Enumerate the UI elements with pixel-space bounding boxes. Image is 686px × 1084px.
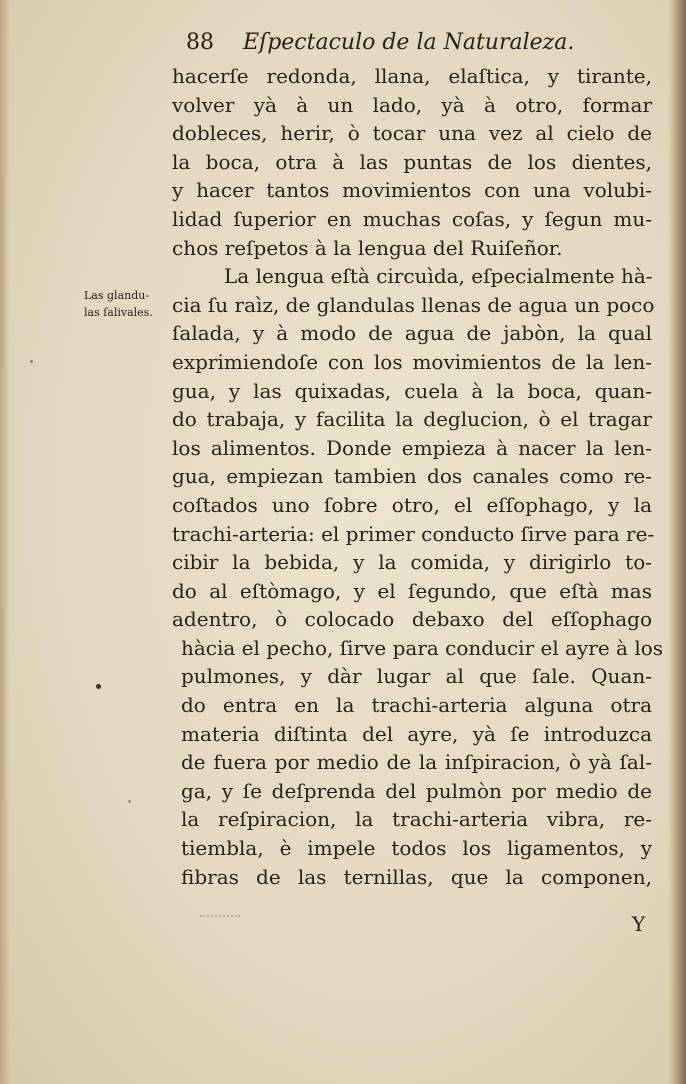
text-line: volver yà à un lado, yà à otro, formar	[172, 92, 652, 117]
text-line: adentro, ò colocado debaxo del eſſophago	[172, 607, 652, 632]
text-line: gua, empiezan tambien dos canales como re-	[172, 464, 652, 489]
text-line: exprimiendoſe con los movimientos de la len-	[172, 349, 652, 374]
text-line: de fuera por medio de la inſpiracion, ò yà ſal-	[181, 750, 652, 775]
text-line: do al eſtòmago, y el ſegundo, que eſtà mas	[172, 578, 652, 603]
text-line: do entra en la trachi-arteria alguna otra	[181, 693, 652, 718]
margin-note-line: las ſalivales.	[84, 306, 153, 319]
page-right-edge-shadow	[668, 0, 686, 1084]
ink-speck	[128, 800, 131, 803]
paragraph-start-line: La lengua eſtà circuìda, eſpecialmente hà-	[224, 264, 653, 289]
text-line: hacerſe redonda, llana, elaſtica, y tirante,	[172, 64, 652, 88]
margin-note-line: Las glandu-	[84, 289, 150, 302]
text-line: pulmones, y dàr lugar al que ſale. Quan-	[181, 664, 652, 689]
ink-speck	[96, 684, 101, 689]
running-title: Eſpectaculo de la Naturaleza.	[243, 30, 575, 55]
page-left-edge-shadow	[0, 0, 10, 1084]
text-line: ſalada, y à modo de agua de jabòn, la qual	[172, 321, 652, 346]
catchword: Y	[632, 912, 646, 936]
text-line: lidad ſuperior en muchas coſas, y ſegun mu-	[172, 206, 652, 231]
text-line: trachi-arteria: el primer conducto ſirve para re-	[172, 521, 655, 546]
bleed-through-mark	[200, 915, 240, 923]
text-line: cia ſu raìz, de glandulas llenas de agua un poco	[172, 292, 655, 317]
text-line: dobleces, herir, ò tocar una vez al cielo de	[172, 121, 652, 146]
text-line: los alimentos. Donde empieza à nacer la len-	[172, 435, 652, 460]
ink-speck	[30, 360, 33, 363]
text-line: tiembla, è impele todos los ligamentos, y	[181, 836, 652, 861]
page-header	[186, 30, 586, 64]
text-line: fibras de las ternillas, que la componen,	[181, 864, 652, 889]
text-line: gua, y las quixadas, cuela à la boca, quan-	[172, 378, 652, 403]
text-line: materia diſtinta del ayre, yà ſe introduzca	[181, 721, 652, 746]
text-line: y hacer tantos movimientos con una volubi-	[172, 178, 652, 203]
body-text	[172, 62, 664, 891]
text-line: do trabaja, y facilita la deglucion, ò el tragar	[172, 407, 652, 432]
page-number: 88	[186, 30, 214, 55]
text-line: chos reſpetos à la lengua del Ruiſeñor.	[172, 235, 563, 260]
text-line: coſtados uno ſobre otro, el eſſophago, y la	[172, 492, 652, 517]
text-line: la reſpiracion, la trachi-arteria vibra, re-	[181, 807, 652, 832]
margin-note	[84, 287, 164, 321]
text-line: hàcia el pecho, ſirve para conducir el ayre à los	[181, 635, 664, 660]
text-line: cibir la bebida, y la comida, y dirigirlo to-	[172, 550, 652, 575]
text-line: ga, y ſe deſprenda del pulmòn por medio de	[181, 778, 652, 803]
text-line: la boca, otra à las puntas de los dientes,	[172, 149, 652, 174]
